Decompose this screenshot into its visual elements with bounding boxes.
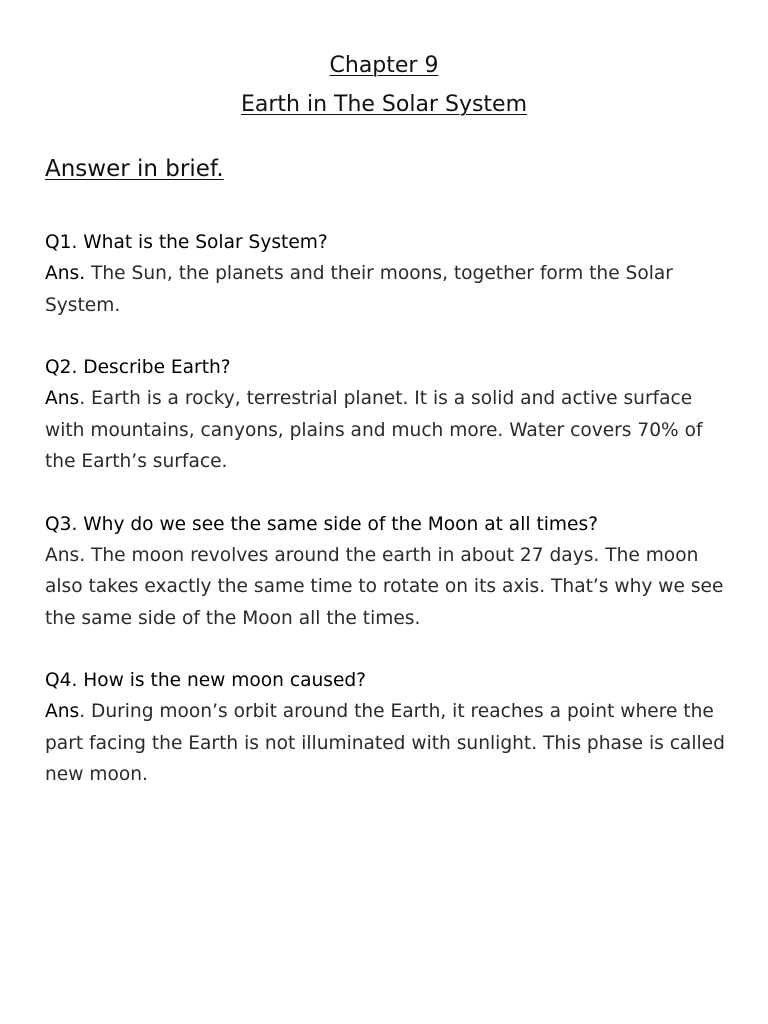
answer-3 bbox=[45, 540, 735, 634]
chapter-number: Chapter 9 bbox=[329, 53, 439, 78]
chapter-header bbox=[0, 46, 768, 124]
answer-text-4: . During moon’s orbit around the Earth, it reaches a point where the part facing the Earth is not illuminated with sunlight. This phase is called new moon. bbox=[45, 701, 725, 786]
chapter-title: Earth in The Solar System bbox=[240, 92, 528, 117]
qa-item-3 bbox=[45, 509, 735, 634]
answer-label-3: Ans. bbox=[45, 544, 86, 566]
question-2: Q2. Describe Earth? bbox=[45, 357, 231, 379]
answer-label-4: Ans bbox=[45, 701, 80, 723]
answer-text-3: The moon revolves around the earth in about 27 days. The moon also takes exactly the same time to rotate on its axis. That’s why we see the same side of the Moon all the times. bbox=[45, 544, 724, 629]
answer-label-2: Ans bbox=[45, 388, 80, 410]
question-4: Q4. How is the new moon caused? bbox=[45, 670, 367, 692]
qa-item-2 bbox=[45, 352, 735, 477]
answer-1 bbox=[45, 258, 735, 321]
section-heading: Answer in brief. bbox=[45, 156, 224, 182]
question-3-suffix: ? bbox=[588, 513, 599, 535]
answer-2 bbox=[45, 383, 735, 477]
answer-text-1: The Sun, the planets and their moons, together form the Solar System. bbox=[45, 263, 673, 316]
question-3-text: Q3. Why do we see the same side of the Moon at all times bbox=[45, 513, 589, 535]
question-1: Q1. What is the Solar System? bbox=[45, 232, 328, 253]
qa-list bbox=[45, 227, 735, 822]
answer-label-1: Ans. bbox=[45, 263, 86, 285]
answer-text-2: . Earth is a rocky, terrestrial planet. It is a solid and active surface with mountains, canyons, plains and much more. Water covers 70% of the Earth’s surface. bbox=[45, 388, 703, 473]
qa-item-1 bbox=[45, 227, 735, 321]
qa-item-4 bbox=[45, 665, 735, 790]
answer-4 bbox=[45, 696, 735, 790]
question-3 bbox=[45, 509, 735, 540]
